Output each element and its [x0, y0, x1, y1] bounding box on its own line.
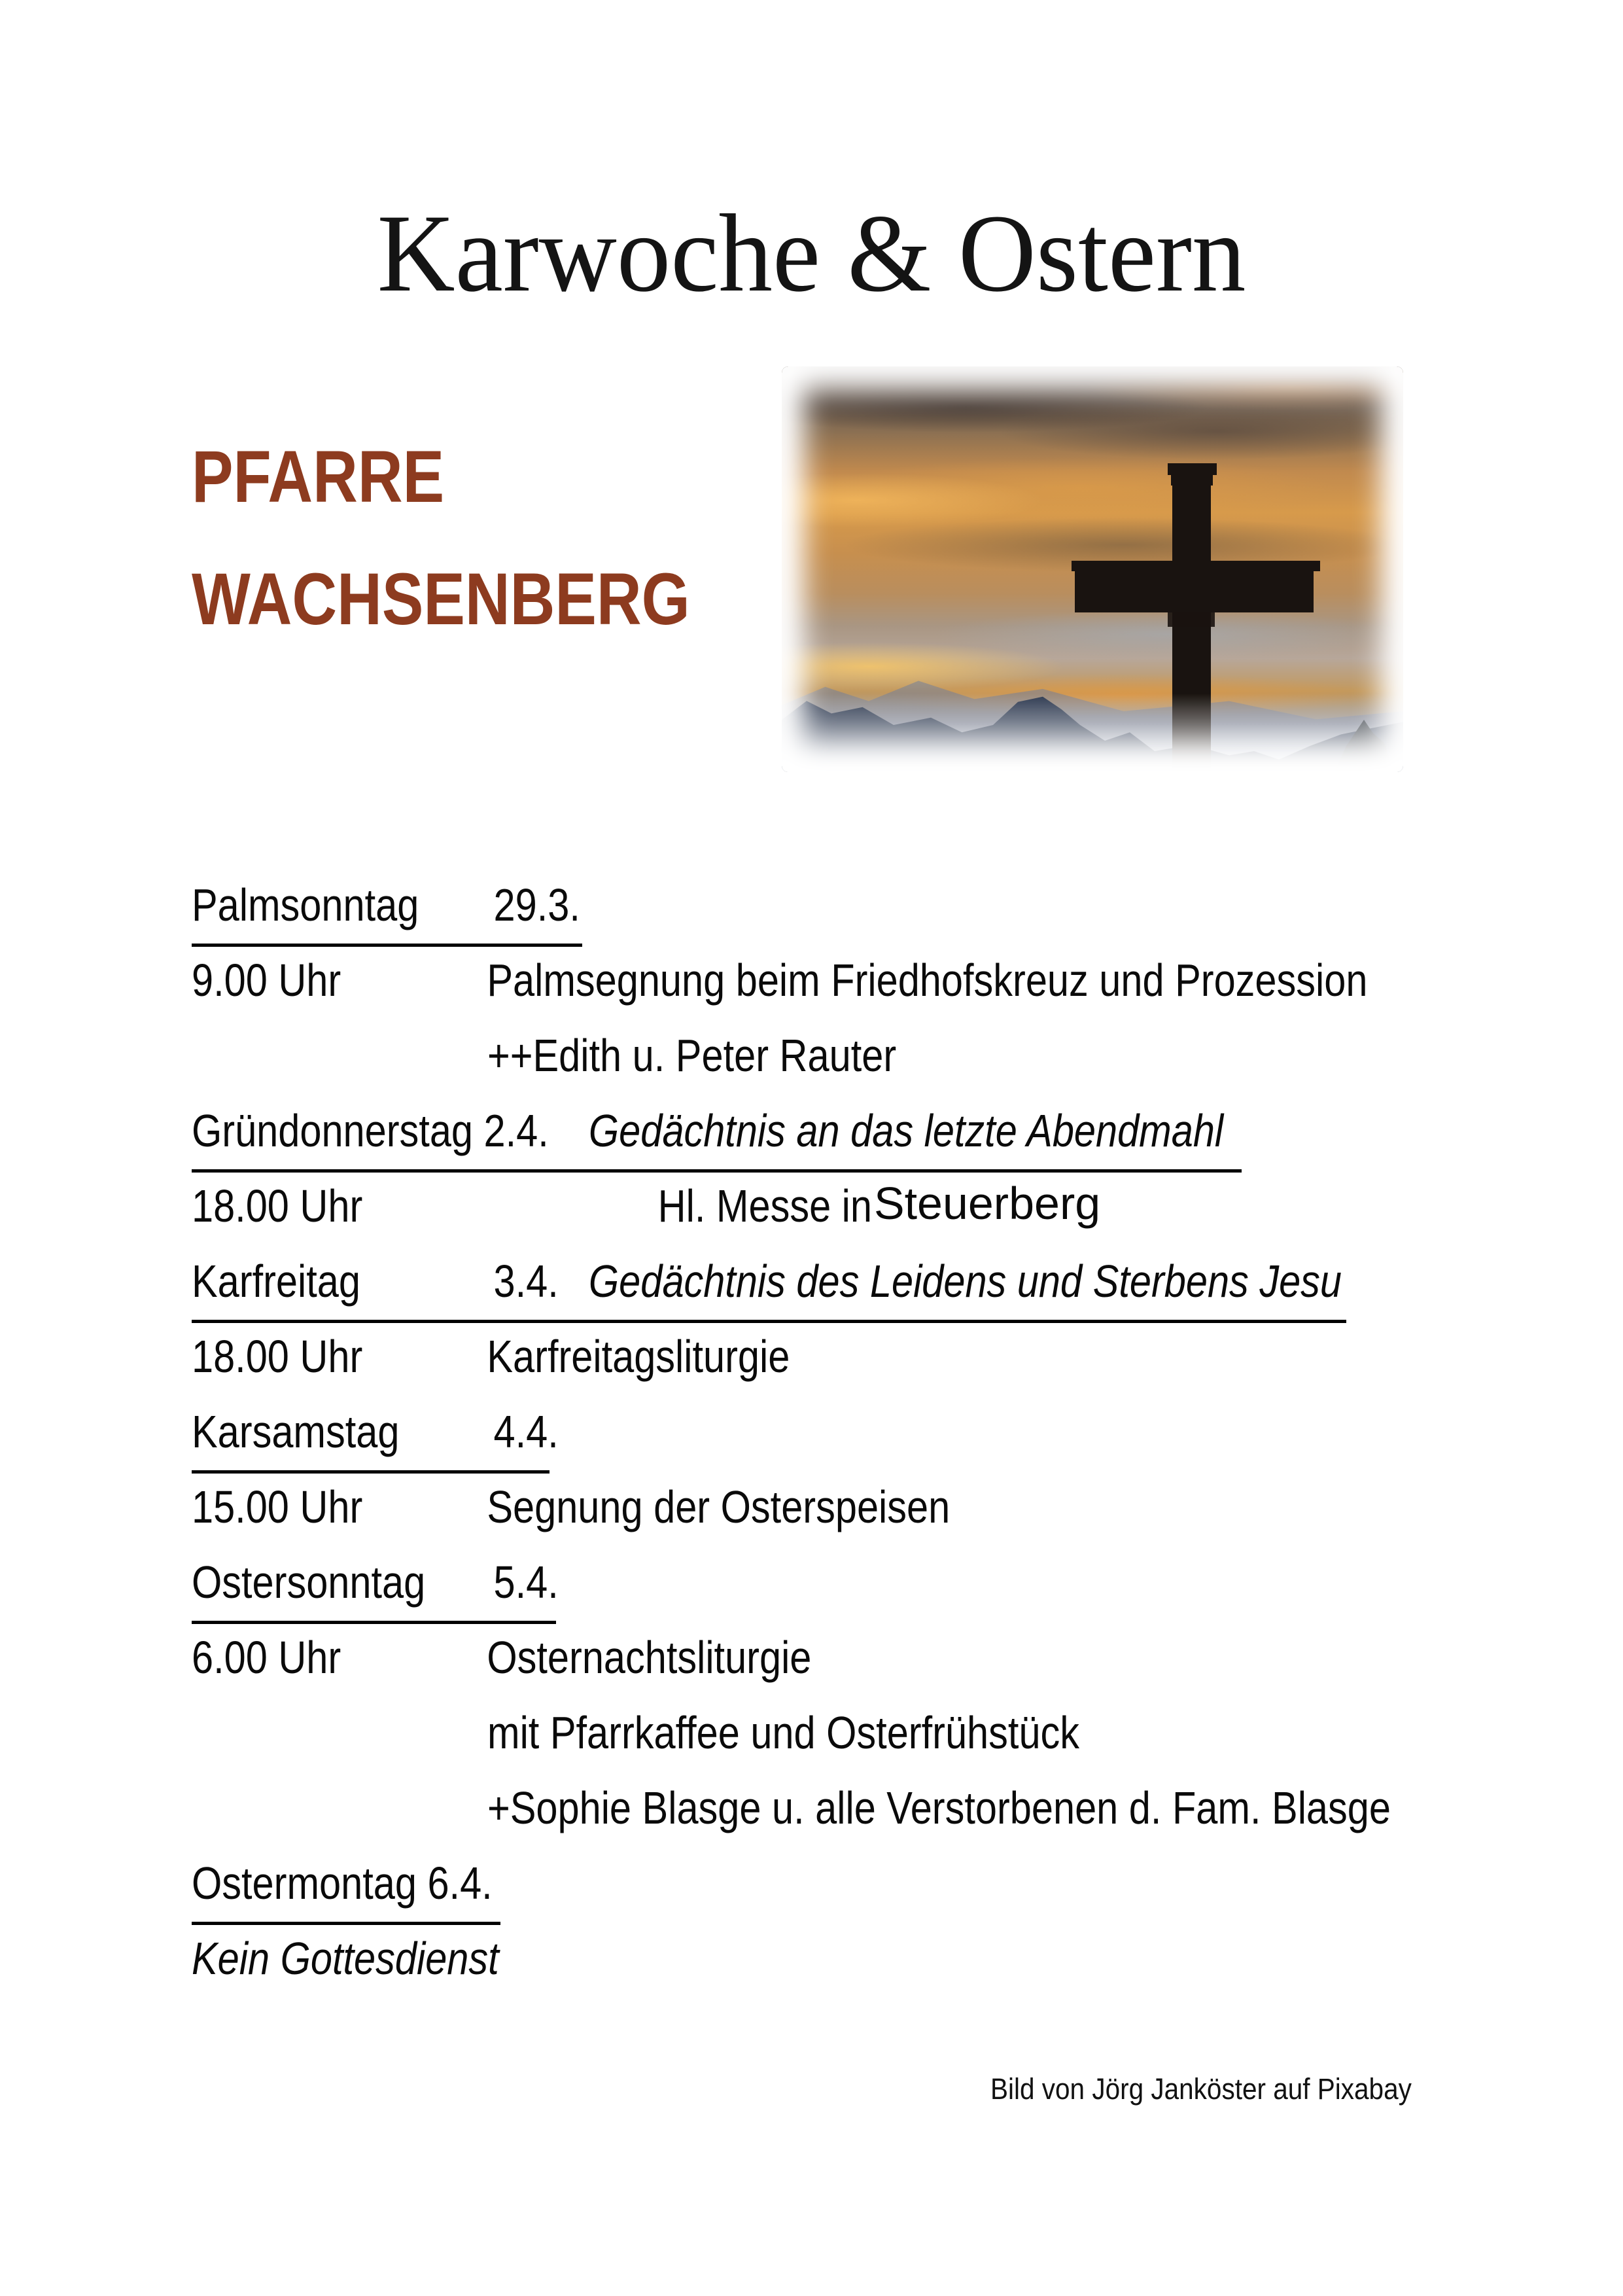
photo-cross-cap-taper — [1171, 475, 1213, 486]
page-title-text: Karwoche & Ostern — [377, 192, 1246, 315]
entry-text: +Sophie Blasge u. alle Verstorbenen d. Fam. Blasge — [487, 1782, 1391, 1833]
photo-cross-beam — [1075, 571, 1314, 612]
photo-fog — [782, 694, 1403, 772]
underline-karsamstag — [192, 1470, 550, 1474]
entry-text: ++Edith u. Peter Rauter — [487, 1030, 897, 1081]
entry-text: Palmsegnung beim Friedhofskreuz und Prozession — [487, 955, 1368, 1006]
heading-label: Karsamstag — [192, 1406, 400, 1457]
schedule-entry-palmsegnung — [192, 955, 1368, 1006]
photo-mountains — [782, 667, 1403, 772]
parish-name-line2: WACHSENBERG — [192, 558, 690, 640]
schedule-heading-gruendonnerstag — [192, 1105, 1224, 1156]
entry-time: 9.00 Uhr — [192, 955, 341, 1006]
underline-karfreitag — [192, 1320, 1346, 1323]
schedule-heading-ostersonntag — [192, 1557, 559, 1608]
photo-credit: Bild von Jörg Janköster auf Pixabay — [990, 2072, 1412, 2106]
heading-date: 5.4. — [493, 1557, 559, 1608]
entry-text: Osternachtsliturgie — [487, 1632, 812, 1683]
schedule-heading-ostermontag — [192, 1858, 546, 1909]
schedule-heading-karsamstag — [192, 1406, 559, 1457]
entry-time: 6.00 Uhr — [192, 1632, 341, 1683]
entry-time: 15.00 Uhr — [192, 1481, 363, 1532]
underline-palmsonntag — [192, 944, 582, 947]
cross-sunset-photo — [782, 366, 1403, 772]
entry-text: Kein Gottesdienst — [192, 1933, 499, 1984]
photo-mountains-haze — [782, 671, 1403, 772]
schedule-entry-karfreitagsliturgie — [192, 1331, 790, 1382]
entry-text: mit Pfarrkaffee und Osterfrühstück — [487, 1707, 1079, 1758]
underline-ostersonntag — [192, 1621, 556, 1624]
heading-date: 29.3. — [493, 879, 580, 930]
underline-ostermontag — [192, 1922, 500, 1925]
heading-label: Karfreitag — [192, 1256, 360, 1307]
entry-text: Segnung der Osterspeisen — [487, 1481, 951, 1532]
parish-name-line1: PFARRE — [192, 436, 445, 518]
heading-label: Palmsonntag — [192, 879, 419, 930]
heading-note: Gedächtnis des Leidens und Sterbens Jesu — [588, 1256, 1342, 1307]
heading-date: 6.4. — [427, 1858, 493, 1909]
entry-time: 18.00 Uhr — [192, 1331, 363, 1382]
heading-note: Gedächtnis an das letzte Abendmahl — [588, 1105, 1224, 1156]
schedule-entry-pfarrkaffee — [487, 1707, 1184, 1758]
schedule-heading-karfreitag — [192, 1256, 1342, 1307]
photo-tree-silhouette — [1335, 720, 1393, 772]
page-title — [0, 192, 1623, 315]
schedule-entry-segnung — [192, 1481, 951, 1532]
schedule-heading-palmsonntag — [192, 879, 580, 930]
heading-date: 3.4. — [493, 1256, 559, 1307]
heading-label: Ostermontag — [192, 1858, 417, 1909]
entry-text: Hl. Messe in — [657, 1180, 873, 1231]
heading-date: 2.4. — [483, 1105, 549, 1156]
heading-label: Ostersonntag — [192, 1557, 426, 1608]
photo-cross-collar — [1168, 612, 1215, 627]
schedule-entry-intention-blasge — [487, 1782, 1550, 1833]
heading-date: 4.4. — [493, 1406, 559, 1457]
entry-text: Karfreitagsliturgie — [487, 1331, 790, 1382]
photo-cross-cap — [1168, 463, 1217, 475]
heading-label: Gründonnerstag — [192, 1105, 474, 1156]
schedule-entry-kein-gottesdienst — [192, 1933, 553, 1984]
schedule-entry-messe-steuerberg — [192, 1178, 1101, 1231]
schedule-entry-osternachtsliturgie — [192, 1632, 812, 1683]
entry-text-alt-font: Steuerberg — [874, 1178, 1101, 1229]
photo-cross-post — [1172, 484, 1211, 772]
photo-cross-beam-lip — [1072, 561, 1320, 571]
schedule-entry-intention-rauter — [487, 1030, 968, 1081]
entry-time: 18.00 Uhr — [192, 1180, 363, 1231]
underline-gruendonnerstag — [192, 1169, 1242, 1173]
